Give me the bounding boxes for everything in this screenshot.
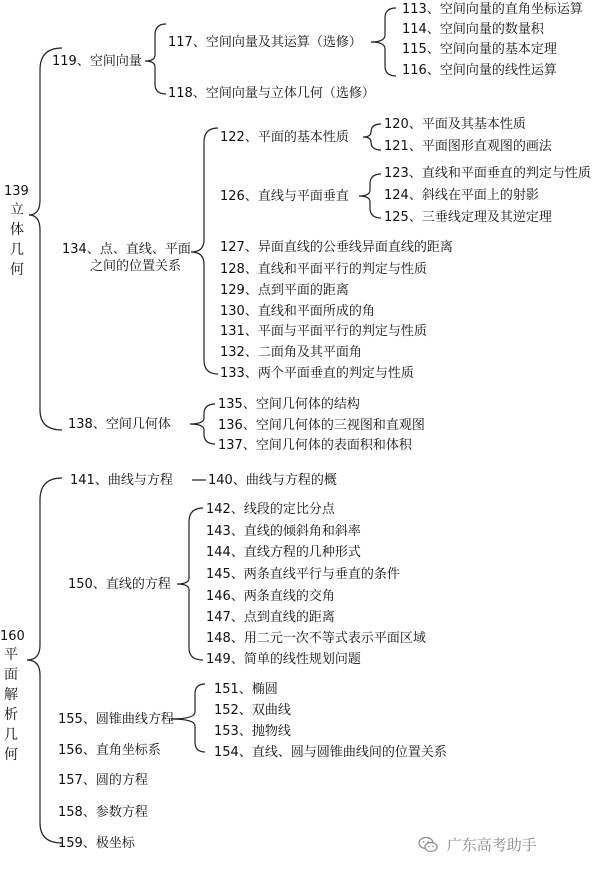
node-126: 126、直线与平面垂直 <box>220 189 349 204</box>
node-144: 144、直线方程的几种形式 <box>206 545 361 560</box>
node-157: 157、圆的方程 <box>58 773 148 788</box>
watermark <box>418 834 537 855</box>
node-122: 122、平面的基本性质 <box>220 130 349 145</box>
node-147: 147、点到直线的距离 <box>206 610 335 625</box>
node-115: 115、空间向量的基本定理 <box>402 42 557 57</box>
brace-119 <box>145 24 166 94</box>
node-118: 118、空间向量与立体几何（选修） <box>168 86 375 101</box>
root-160-label: 平面解析几何 <box>4 647 18 763</box>
node-152: 152、双曲线 <box>214 703 291 718</box>
node-130: 130、直线和平面所成的角 <box>220 304 375 319</box>
node-140: 140、曲线与方程的概 <box>208 473 337 488</box>
node-131: 131、平面与平面平行的判定与性质 <box>220 324 427 339</box>
node-127: 127、异面直线的公垂线异面直线的距离 <box>220 240 453 255</box>
root-160-number: 160 <box>0 629 25 644</box>
node-128: 128、直线和平面平行的判定与性质 <box>220 262 427 277</box>
watermark-text: 广东高考助手 <box>446 836 537 854</box>
node-146: 146、两条直线的交角 <box>206 589 335 604</box>
node-149: 149、简单的线性规划问题 <box>206 652 361 667</box>
node-142: 142、线段的定比分点 <box>206 502 335 517</box>
node-153: 153、抛物线 <box>214 724 291 739</box>
brace-155 <box>171 684 205 752</box>
node-158: 158、参数方程 <box>58 805 148 820</box>
node-136: 136、空间几何体的三视图和直观图 <box>218 418 425 433</box>
node-119: 119、空间向量 <box>52 54 142 69</box>
node-154: 154、直线、圆与圆锥曲线间的位置关系 <box>214 745 447 760</box>
node-138: 138、空间几何体 <box>68 417 171 432</box>
node-124: 124、斜线在平面上的射影 <box>384 188 539 203</box>
node-150: 150、直线的方程 <box>68 577 171 592</box>
node-145: 145、两条直线平行与垂直的条件 <box>206 567 400 582</box>
brace-117 <box>371 8 396 76</box>
node-120: 120、平面及其基本性质 <box>384 117 526 132</box>
brace-122 <box>363 124 381 150</box>
node-129: 129、点到平面的距离 <box>220 283 349 298</box>
node-135: 135、空间几何体的结构 <box>218 397 360 412</box>
root-139-number: 139 <box>4 184 29 199</box>
node-121: 121、平面图形直观图的画法 <box>384 139 552 154</box>
root-139-label: 立体几何 <box>10 202 24 278</box>
brace-134 <box>191 128 218 374</box>
node-148: 148、用二元一次不等式表示平面区域 <box>206 631 426 646</box>
node-123: 123、直线和平面垂直的判定与性质 <box>384 166 591 181</box>
wechat-icon <box>418 836 438 854</box>
node-141: 141、曲线与方程 <box>70 473 173 488</box>
node-133: 133、两个平面垂直的判定与性质 <box>220 366 414 381</box>
node-116: 116、空间向量的线性运算 <box>402 63 557 78</box>
node-113: 113、空间向量的直角坐标运算 <box>402 2 583 17</box>
brace-160 <box>27 478 62 843</box>
node-117: 117、空间向量及其运算（选修） <box>168 35 362 50</box>
node-151: 151、椭圆 <box>214 682 278 697</box>
node-159: 159、极坐标 <box>58 836 135 851</box>
node-137: 137、空间几何体的表面积和体积 <box>218 438 412 453</box>
brace-150 <box>177 508 203 660</box>
node-155: 155、圆锥曲线方程 <box>58 712 174 727</box>
node-143: 143、直线的倾斜角和斜率 <box>206 524 361 539</box>
brace-139 <box>29 48 62 430</box>
node-125: 125、三垂线定理及其逆定理 <box>384 210 552 225</box>
node-156: 156、直角坐标系 <box>58 743 161 758</box>
node-114: 114、空间向量的数量积 <box>402 22 544 37</box>
node-134-line2: 之间的位置关系 <box>90 259 182 274</box>
node-132: 132、二面角及其平面角 <box>220 345 362 360</box>
brace-126 <box>359 174 381 218</box>
brace-138 <box>190 404 215 444</box>
node-134-line1: 134、点、直线、平面 <box>62 242 191 257</box>
